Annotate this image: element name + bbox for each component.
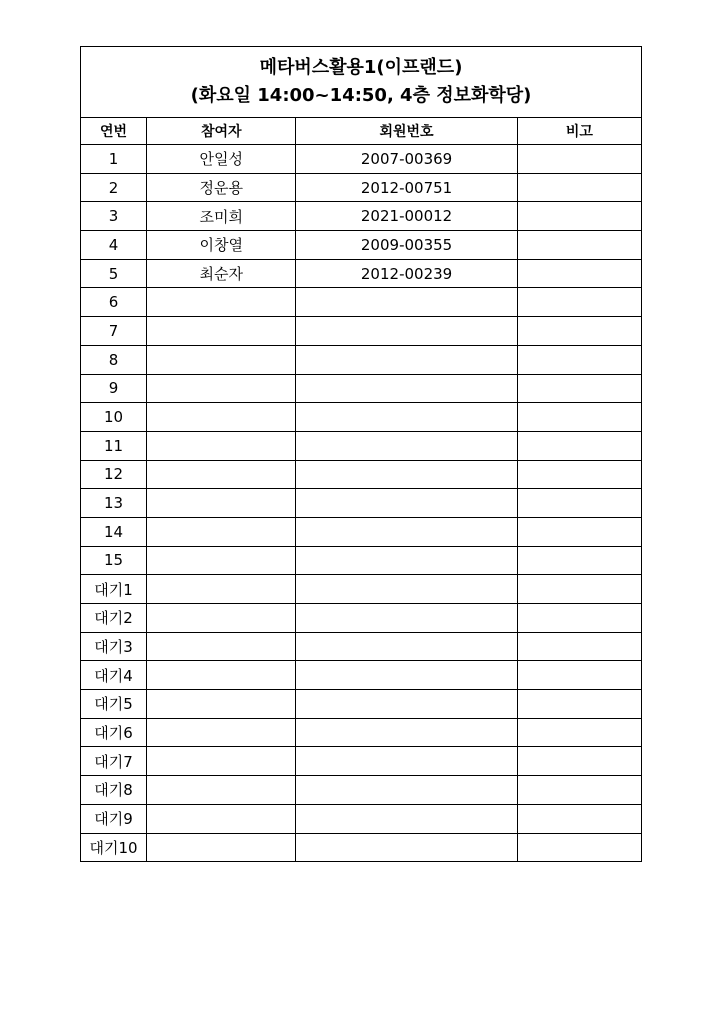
- cell-note: [517, 718, 641, 747]
- table-row: [81, 804, 642, 833]
- table-row: [81, 661, 642, 690]
- cell-member-no: [296, 632, 517, 661]
- cell-member-no: [296, 489, 517, 518]
- cell-note: [517, 804, 641, 833]
- table-row: [81, 317, 642, 346]
- cell-participant: [147, 288, 296, 317]
- cell-note: [517, 604, 641, 633]
- cell-no: 7: [81, 317, 147, 346]
- cell-note: [517, 747, 641, 776]
- title-row: [81, 47, 642, 118]
- table-row: [81, 833, 642, 862]
- cell-note: [517, 403, 641, 432]
- table-row: [81, 374, 642, 403]
- attendance-sheet: [80, 46, 642, 862]
- cell-member-no: [296, 460, 517, 489]
- cell-no: 8: [81, 345, 147, 374]
- cell-participant: 안일성: [147, 145, 296, 174]
- cell-participant: [147, 374, 296, 403]
- cell-no: 9: [81, 374, 147, 403]
- cell-member-no: [296, 833, 517, 862]
- cell-no: 대기7: [81, 747, 147, 776]
- table-row: [81, 718, 642, 747]
- cell-participant: [147, 690, 296, 719]
- cell-no: 4: [81, 231, 147, 260]
- header-note: 비고: [517, 118, 641, 145]
- cell-member-no: [296, 374, 517, 403]
- cell-participant: [147, 604, 296, 633]
- table-row: [81, 145, 642, 174]
- cell-member-no: [296, 604, 517, 633]
- table-row: [81, 604, 642, 633]
- cell-participant: [147, 632, 296, 661]
- table-row: [81, 259, 642, 288]
- table-row: [81, 776, 642, 805]
- cell-participant: 조미희: [147, 202, 296, 231]
- cell-note: [517, 489, 641, 518]
- cell-no: 3: [81, 202, 147, 231]
- cell-note: [517, 575, 641, 604]
- cell-note: [517, 460, 641, 489]
- table-row: [81, 460, 642, 489]
- table-row: [81, 546, 642, 575]
- table-row: [81, 288, 642, 317]
- cell-participant: [147, 460, 296, 489]
- cell-member-no: [296, 575, 517, 604]
- cell-note: [517, 145, 641, 174]
- cell-no: 대기2: [81, 604, 147, 633]
- cell-note: [517, 259, 641, 288]
- cell-note: [517, 431, 641, 460]
- cell-note: [517, 288, 641, 317]
- cell-participant: 최순자: [147, 259, 296, 288]
- table-row: [81, 575, 642, 604]
- cell-no: 5: [81, 259, 147, 288]
- header-row: [81, 118, 642, 145]
- attendance-table: [80, 46, 642, 862]
- table-row: [81, 173, 642, 202]
- cell-no: 대기3: [81, 632, 147, 661]
- cell-member-no: [296, 718, 517, 747]
- cell-no: 대기8: [81, 776, 147, 805]
- table-body: [81, 145, 642, 862]
- cell-note: [517, 231, 641, 260]
- cell-note: [517, 776, 641, 805]
- cell-no: 11: [81, 431, 147, 460]
- cell-no: 대기1: [81, 575, 147, 604]
- cell-participant: [147, 431, 296, 460]
- cell-note: [517, 833, 641, 862]
- cell-no: 13: [81, 489, 147, 518]
- page-title: 메타버스활용1(이프랜드): [259, 57, 463, 78]
- cell-member-no: [296, 317, 517, 346]
- cell-member-no: 2021-00012: [296, 202, 517, 231]
- cell-participant: [147, 833, 296, 862]
- table-row: [81, 690, 642, 719]
- cell-participant: [147, 317, 296, 346]
- cell-participant: [147, 747, 296, 776]
- cell-member-no: [296, 747, 517, 776]
- cell-participant: [147, 489, 296, 518]
- table-row: [81, 431, 642, 460]
- cell-no: 6: [81, 288, 147, 317]
- cell-no: 12: [81, 460, 147, 489]
- cell-participant: [147, 403, 296, 432]
- cell-note: [517, 632, 641, 661]
- cell-participant: [147, 804, 296, 833]
- cell-no: 2: [81, 173, 147, 202]
- cell-participant: 이창열: [147, 231, 296, 260]
- cell-no: 10: [81, 403, 147, 432]
- cell-member-no: [296, 345, 517, 374]
- cell-no: 15: [81, 546, 147, 575]
- cell-member-no: [296, 776, 517, 805]
- table-row: [81, 345, 642, 374]
- table-row: [81, 632, 642, 661]
- cell-note: [517, 345, 641, 374]
- table-row: [81, 489, 642, 518]
- cell-member-no: 2009-00355: [296, 231, 517, 260]
- cell-participant: [147, 517, 296, 546]
- header-name: 참여자: [147, 118, 296, 145]
- page-subtitle: (화요일 14:00~14:50, 4층 정보화학당): [190, 85, 532, 106]
- cell-no: 대기10: [81, 833, 147, 862]
- header-member-no: 회원번호: [296, 118, 517, 145]
- cell-member-no: [296, 546, 517, 575]
- cell-participant: [147, 661, 296, 690]
- cell-no: 대기5: [81, 690, 147, 719]
- cell-participant: 정운용: [147, 173, 296, 202]
- cell-member-no: 2012-00751: [296, 173, 517, 202]
- cell-no: 대기6: [81, 718, 147, 747]
- table-row: [81, 202, 642, 231]
- cell-no: 대기9: [81, 804, 147, 833]
- cell-note: [517, 661, 641, 690]
- cell-no: 1: [81, 145, 147, 174]
- title-cell: [81, 47, 642, 118]
- cell-member-no: [296, 804, 517, 833]
- cell-participant: [147, 345, 296, 374]
- cell-member-no: [296, 403, 517, 432]
- header-no: 연번: [81, 118, 147, 145]
- cell-member-no: [296, 661, 517, 690]
- cell-participant: [147, 575, 296, 604]
- cell-note: [517, 546, 641, 575]
- table-row: [81, 403, 642, 432]
- cell-no: 대기4: [81, 661, 147, 690]
- cell-member-no: [296, 431, 517, 460]
- cell-note: [517, 317, 641, 346]
- cell-participant: [147, 718, 296, 747]
- cell-participant: [147, 776, 296, 805]
- table-row: [81, 517, 642, 546]
- cell-participant: [147, 546, 296, 575]
- cell-note: [517, 690, 641, 719]
- cell-member-no: [296, 288, 517, 317]
- cell-member-no: 2007-00369: [296, 145, 517, 174]
- cell-member-no: 2012-00239: [296, 259, 517, 288]
- table-row: [81, 747, 642, 776]
- cell-note: [517, 173, 641, 202]
- cell-member-no: [296, 517, 517, 546]
- cell-note: [517, 517, 641, 546]
- cell-note: [517, 374, 641, 403]
- cell-no: 14: [81, 517, 147, 546]
- cell-note: [517, 202, 641, 231]
- cell-member-no: [296, 690, 517, 719]
- table-row: [81, 231, 642, 260]
